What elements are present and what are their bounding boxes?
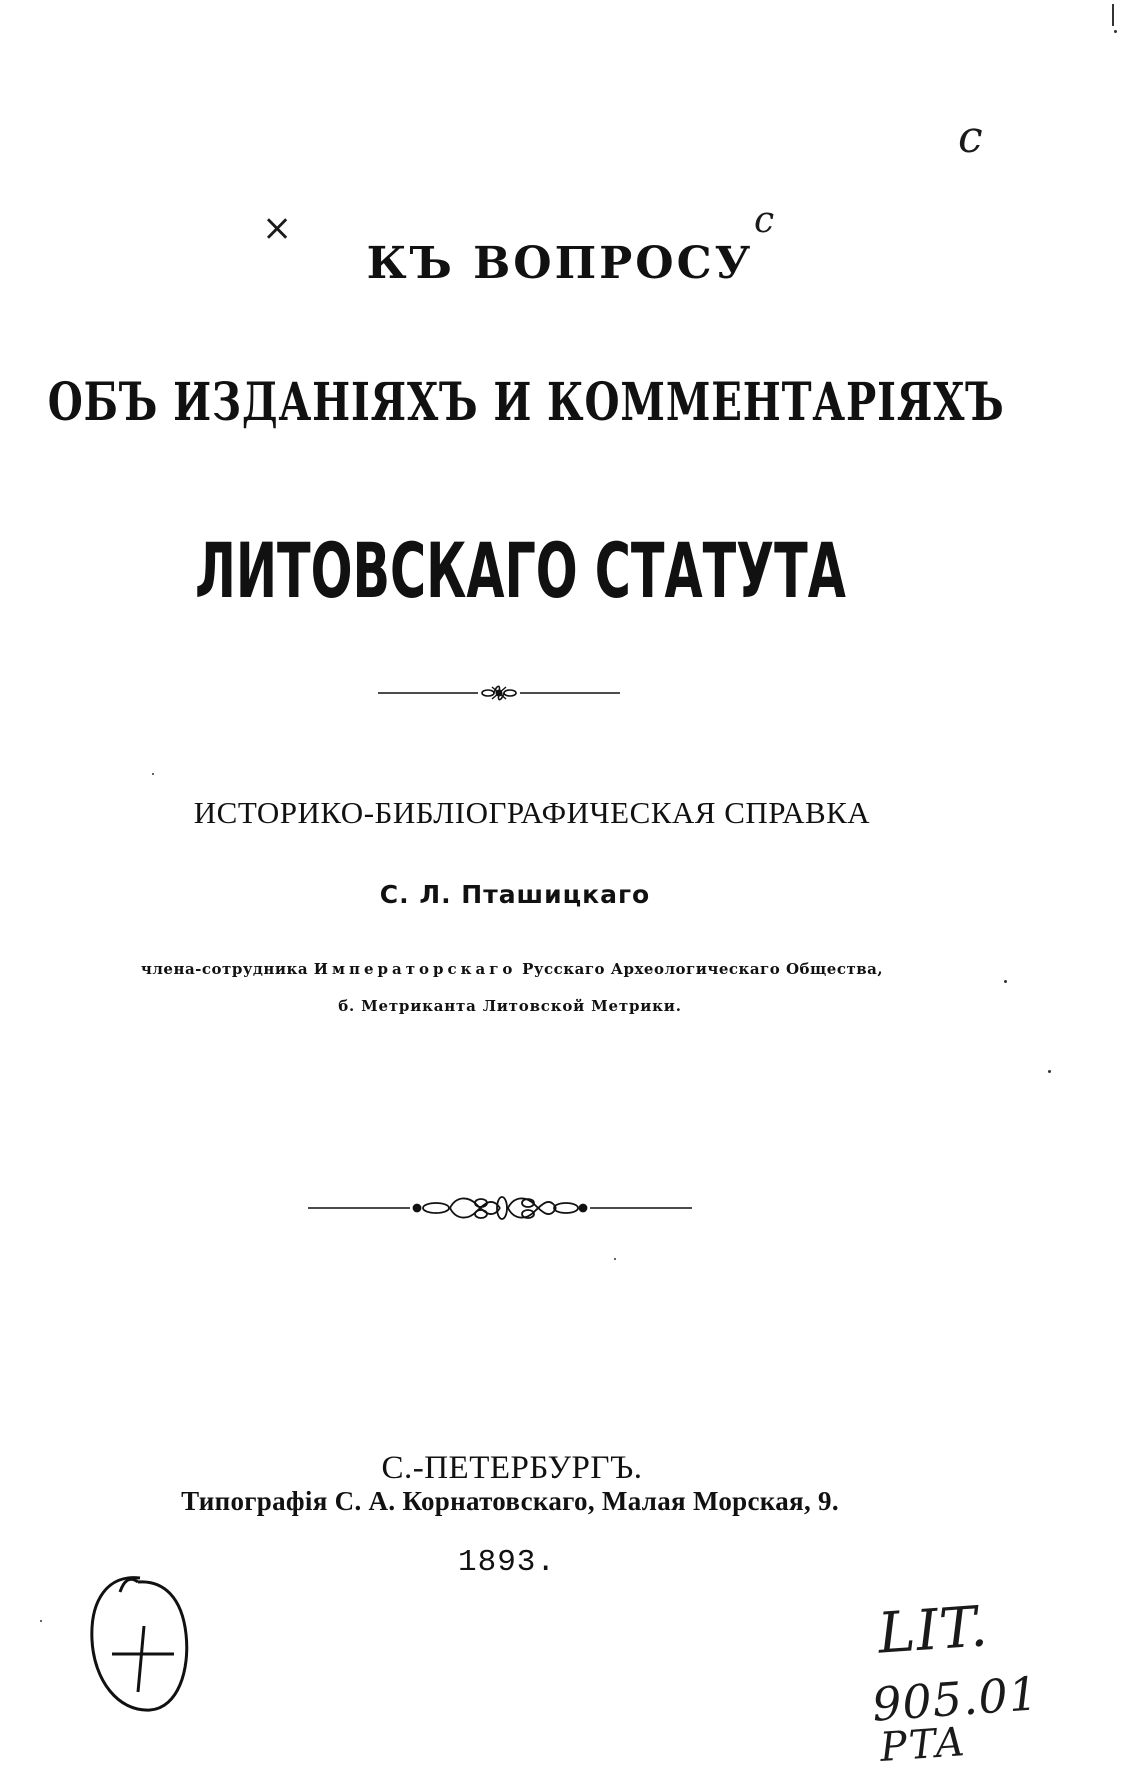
scan-speck [1114, 30, 1117, 33]
scan-speck [614, 1258, 616, 1260]
imprint-city: С.-ПЕТЕРБУРГЪ. [381, 1450, 643, 1486]
scan-speck [1112, 4, 1114, 26]
handwritten-c-mark-title: c [754, 200, 775, 241]
title-line-1: КЪ ВОПРОСУ [366, 238, 754, 289]
shelfmark-line-3: PTA [878, 1719, 968, 1771]
imprint-printer: Типографія С. А. Корнатовскаго, Малая Морская, 9. [181, 1486, 839, 1516]
author-description-end: Русскаго Археологическаго Общества, [516, 960, 884, 978]
shelfmark-line-2: 905.01 [870, 1666, 1041, 1732]
scan-speck [1004, 980, 1007, 983]
author-description-spaced: Императорскаго [313, 960, 517, 978]
shelfmark-line-1: LIT. [875, 1594, 991, 1667]
imprint-year: 1893. [457, 1545, 556, 1580]
author-description-start: члена-сотрудника [140, 960, 314, 978]
ornament-divider-small [370, 678, 630, 708]
ornament-divider-large [300, 1190, 700, 1226]
author-description-line-2: б. Метриканта Литовской Метрики. [338, 997, 682, 1015]
handwritten-c-mark-top-right: c [958, 112, 983, 163]
scan-speck [1048, 1070, 1051, 1073]
subtitle: ИСТОРИКО-БИБЛІОГРАФИЧЕСКАЯ СПРАВКА [193, 795, 871, 830]
handwritten-cross-mark: × [262, 208, 293, 249]
author-description-line-1 [0, 960, 1082, 978]
title-line-2: ОБЪ ИЗДАНІЯХЪ И КОММЕНТАРІЯХЪ [47, 372, 1005, 433]
scan-speck [152, 773, 154, 775]
library-stamp-mark [78, 1570, 198, 1720]
title-line-3: ЛИТОВСКАГО СТАТУТА [194, 526, 846, 615]
author-name: С. Л. Пташицкаго [379, 880, 651, 909]
scan-speck [40, 1620, 42, 1622]
